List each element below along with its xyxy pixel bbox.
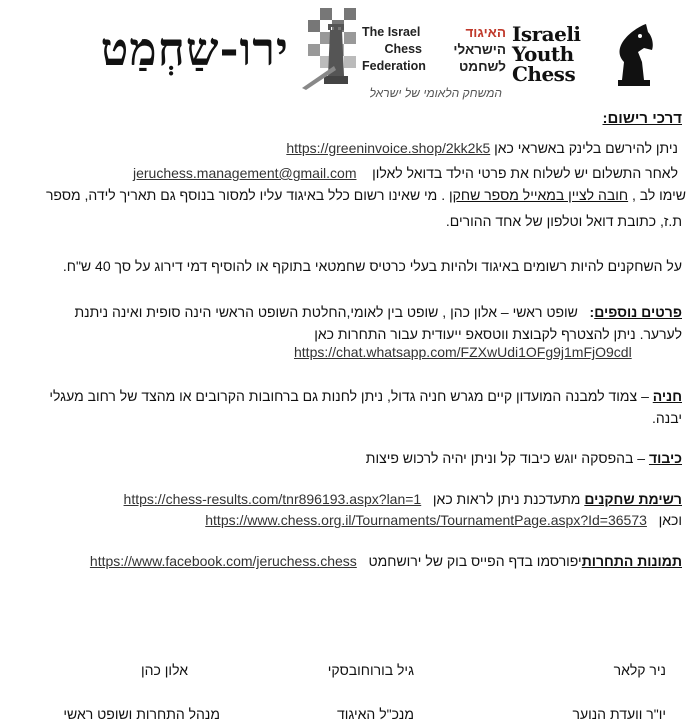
- photos-label: תמונות התחרות: [581, 553, 682, 569]
- details-line2: לערער. ניתן להצטרף לקבוצת ווטסאפ ייעודית עבור התחרות כאן: [314, 326, 682, 342]
- signature-name: ניר קלאר: [613, 662, 666, 678]
- signature-name: אלון כהן: [141, 662, 188, 678]
- players-list-line1: [124, 491, 682, 507]
- parking-label: חניה: [652, 388, 682, 404]
- details-colon: :: [589, 304, 595, 320]
- email-link[interactable]: jeruchess.management@gmail.com: [132, 165, 357, 181]
- after-pay-text: לאחר התשלום יש לשלוח את פרטי הילד בדואל לאלון: [372, 165, 678, 181]
- parking-line2: יבנה.: [652, 410, 682, 426]
- players-list-label: רשימת שחקנים: [584, 491, 682, 507]
- event-logo: [14, 22, 289, 76]
- youth-name-2: Youth: [512, 42, 574, 66]
- notice-start: שימו לב ,: [631, 187, 686, 203]
- registration-notice-line2: ת.ז, כתובת דואל וטלפון של אחד ההורים.: [445, 213, 682, 229]
- signature-name: גיל בורוחובסקי: [327, 662, 414, 678]
- whatsapp-link-row: [294, 344, 632, 360]
- greeninvoice-link[interactable]: https://greeninvoice.shop/2kk2k5: [286, 140, 491, 156]
- federation-slogan: המשחק הלאומי של ישראל: [369, 86, 502, 100]
- refreshments-line: [366, 450, 682, 466]
- details-text-1: שופט ראשי – אלון כהן , שופט בין לאומי,החלטת השופט הראשי הינה סופית ואינה ניתנת: [74, 304, 578, 320]
- federation-logo: [296, 4, 508, 104]
- registration-notice-line: [46, 187, 686, 203]
- registration-pay-text: ניתן להירשם בלינק באשראי כאן: [494, 140, 678, 156]
- notice-rest: . מי שאינו רשום כלל באיגוד עליו למסור בנוסף גם תאריך לידה, מספר: [45, 187, 446, 203]
- registration-email-line: [133, 165, 678, 181]
- youth-chess-logo: [512, 24, 608, 86]
- photos-line: [90, 553, 682, 569]
- chess-org-link[interactable]: https://www.chess.org.il/Tournaments/TournamentPage.aspx?Id=36573: [205, 512, 647, 528]
- players-list-line2: [205, 512, 682, 528]
- whatsapp-link[interactable]: https://chat.whatsapp.com/FZXwUdi1OFg9j1mFjO9cdl: [294, 344, 632, 360]
- players-list-and: וכאן: [658, 512, 682, 528]
- players-list-text: מתעדכנת ניתן לראות כאן: [432, 491, 581, 507]
- federation-name-en-3: Federation: [362, 59, 426, 73]
- parking-line1: [49, 388, 682, 404]
- parking-text: – צמוד למבנה המועדון קיים מגרש חניה גדול, ניתן לחנות גם ברחובות הקרובים או מהצד של רחוב מעגלי: [49, 388, 649, 404]
- youth-name-3: Chess: [512, 62, 576, 86]
- federation-name-he-1: האיגוד: [465, 25, 506, 40]
- federation-name-en-1: The Israel: [362, 25, 421, 39]
- event-logo-text: ירו-שַחְמַט: [100, 22, 289, 76]
- registration-title: דרכי רישום:: [602, 110, 682, 127]
- chess-results-link[interactable]: https://chess-results.com/tnr896193.aspx?lan=1: [123, 491, 422, 507]
- youth-name-1: Israeli: [512, 22, 581, 46]
- chess-knight-icon: [612, 22, 656, 88]
- signature-role: יו"ר וועדת הנוער: [572, 706, 666, 722]
- photos-text: יפורסמו בדף הפייס בוק של ירושחמט: [368, 553, 582, 569]
- federation-name-he-2: הישראלי: [453, 42, 506, 57]
- details-line1: [74, 304, 682, 320]
- chess-board-rook-icon: [300, 6, 370, 90]
- registration-pay-line: [286, 140, 678, 156]
- notice-underlined: חובה לציין במאייל מספר שחקן: [448, 187, 629, 203]
- membership-text: על השחקנים להיות רשומים באיגוד ולהיות בעלי כרטיס שחמטאי בתוקף או להוסיף דמי דירוג על סך 40 ש"ח.: [62, 258, 682, 274]
- refreshments-label: כיבוד: [648, 450, 682, 466]
- details-label: פרטים נוספים: [594, 304, 682, 320]
- signature-role: מנכ"ל האיגוד: [336, 706, 414, 722]
- facebook-link[interactable]: https://www.facebook.com/jeruchess.chess: [89, 553, 357, 569]
- signature-role: מנהל התחרות ושופט ראשי: [63, 706, 220, 722]
- refreshments-text: – בהפסקה יוגש כיבוד קל וניתן יהיה לרכוש פיצות: [365, 450, 646, 466]
- federation-name-en-2: Chess: [384, 42, 422, 56]
- federation-name-he-3: לשחמט: [459, 59, 506, 74]
